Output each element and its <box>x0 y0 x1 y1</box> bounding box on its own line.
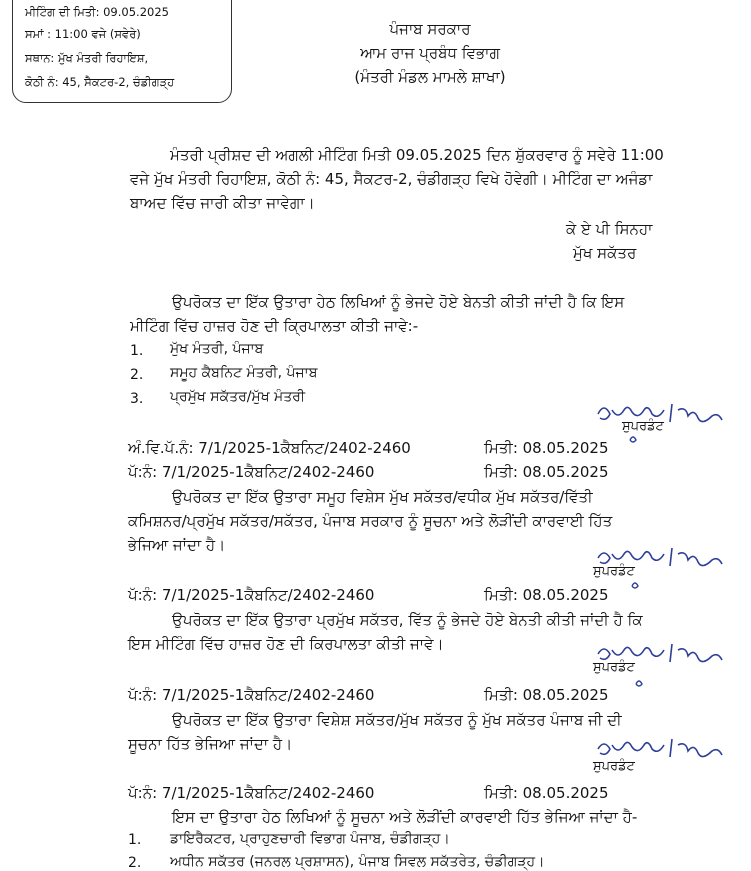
copy5-item-text: ਅਧੀਨ ਸਕੱਤਰ (ਜਨਰਲ ਪ੍ਰਸ਼ਾਸਨ), ਪੰਜਾਬ ਸਿਵਲ ਸਕੱਤਰੇਤ, ਚੰਡੀਗੜ੍ਹ। <box>170 854 545 870</box>
header-government: ਪੰਜਾਬ ਸਰਕਾਰ <box>389 20 471 38</box>
intro-line-3: ਬਾਅਦ ਵਿੱਚ ਜਾਰੀ ਕੀਤਾ ਜਾਵੇਗਾ। <box>130 194 315 212</box>
header-branch: (ਮੰਤਰੀ ਮੰਡਲ ਮਾਮਲੇ ਸ਼ਾਖਾ) <box>354 68 506 86</box>
chief-secretary-title: ਮੁੱਖ ਸਕੱਤਰ <box>573 244 637 262</box>
ref-number: ਪੱ:ਨੰ: 7/1/2025-1ਕੈਬਨਿਟ/2402-2460 <box>128 463 375 481</box>
meeting-venue-address: ਕੋਠੀ ਨੰ: 45, ਸੈਕਟਰ-2, ਚੰਡੀਗੜ੍ਹ <box>25 75 175 89</box>
header-department: ਆਮ ਰਾਜ ਪ੍ਰਬੰਧ ਵਿਭਾਗ <box>360 44 500 62</box>
copy2-line-1: ਉਪਰੋਕਤ ਦਾ ਇੱਕ ਉਤਾਰਾ ਸਮੂਹ ਵਿਸ਼ੇਸ ਮੁੱਖ ਸਕੱਤਰ/ਵਧੀਕ ਮੁੱਖ ਸਕੱਤਰ/ਵਿੱਤੀ <box>172 488 593 506</box>
copy5-item-num: 1. <box>128 832 142 848</box>
copy1-item-num: 1. <box>130 343 144 359</box>
ref-number: ਅੰ.ਵਿ.ਪੱ.ਨੰ: 7/1/2025-1ਕੈਬਨਿਟ/2402-2460 <box>128 439 411 457</box>
copy3-line-2: ਇਸ ਮੀਟਿੰਗ ਵਿੱਚ ਹਾਜ਼ਰ ਹੋਣ ਦੀ ਕਿਰਪਾਲਤਾ ਕੀਤੀ ਜਾਵੇ। <box>128 635 444 653</box>
ref-date: ਮਿਤੀ: 08.05.2025 <box>484 686 609 704</box>
ref-date: ਮਿਤੀ: 08.05.2025 <box>484 784 609 802</box>
copy1-item-num: 2. <box>130 367 144 383</box>
copy1-item-text: ਮੁੱਖ ਮੰਤਰੀ, ਪੰਜਾਬ <box>170 341 264 357</box>
ref-number: ਪੱ:ਨੰ: 7/1/2025-1ਕੈਬਨਿਟ/2402-2460 <box>128 686 375 704</box>
superintendent-label: ਸੁਪਰਡੰਟ <box>593 660 635 675</box>
copy3-line-1: ਉਪਰੋਕਤ ਦਾ ਇੱਕ ਉਤਾਰਾ ਪ੍ਰਮੁੱਖ ਸਕੱਤਰ, ਵਿੱਤ ਨੂੰ ਭੇਜਦੇ ਹੋਏ ਬੇਨਤੀ ਕੀਤੀ ਜਾਂਦੀ ਹੈ ਕਿ <box>172 611 643 629</box>
meeting-info-box <box>12 0 232 103</box>
copy1-line-2: ਮੀਟਿੰਗ ਵਿੱਚ ਹਾਜ਼ਰ ਹੋਣ ਦੀ ਕ੍ਰਿਪਾਲਤਾ ਕੀਤੀ ਜਾਵੇ:- <box>130 317 419 335</box>
ref-date: ਮਿਤੀ: 08.05.2025 <box>484 586 609 604</box>
copy4-line-1: ਉਪਰੋਕਤ ਦਾ ਇੱਕ ਉਤਾਰਾ ਵਿਸ਼ੇਸ਼ ਸਕੱਤਰ/ਮੁੱਖ ਸਕੱਤਰ ਨੂੰ ਮੁੱਖ ਸਕੱਤਰ ਪੰਜਾਬ ਜੀ ਦੀ <box>172 711 622 729</box>
superintendent-label: ਸੁਪਰਡੰਟ <box>622 419 664 434</box>
meeting-time: ਸਮਾਂ : 11:00 ਵਜੇ (ਸਵੇਰੇ) <box>25 27 141 41</box>
chief-secretary-name: ਕੇ ਏ ਪੀ ਸਿਨਹਾ <box>566 220 653 238</box>
copy4-line-2: ਸੂਚਨਾ ਹਿੱਤ ਭੇਜਿਆ ਜਾਂਦਾ ਹੈ। <box>128 735 293 753</box>
copy1-item-text: ਸਮੂਹ ਕੈਬਨਿਟ ਮੰਤਰੀ, ਪੰਜਾਬ <box>170 365 318 381</box>
ref-number: ਪੱ:ਨੰ: 7/1/2025-1ਕੈਬਨਿਟ/2402-2460 <box>128 586 375 604</box>
superintendent-signature <box>592 396 742 446</box>
copy5-item-num: 2. <box>128 855 142 871</box>
copy2-line-3: ਭੇਜਿਆ ਜਾਂਦਾ ਹੈ। <box>128 536 226 554</box>
meeting-date: ਮੀਟਿੰਗ ਦੀ ਮਿਤੀ: 09.05.2025 <box>25 5 169 19</box>
ref-number: ਪੱ:ਨੰ: 7/1/2025-1ਕੈਬਨਿਟ/2402-2460 <box>128 784 375 802</box>
superintendent-label: ਸੁਪਰਡੰਟ <box>593 564 635 579</box>
intro-line-2: ਵਜੇ ਮੁੱਖ ਮੰਤਰੀ ਰਿਹਾਇਸ਼, ਕੋਠੀ ਨੰ: 45, ਸੈਕਟਰ-2, ਚੰਡੀਗੜ੍ਹ ਵਿਖੇ ਹੋਵੇਗੀ। ਮੀਟਿੰਗ ਦਾ ਅਜੰਡਾ <box>130 170 653 188</box>
ref-date: ਮਿਤੀ: 08.05.2025 <box>484 463 609 481</box>
copy5-item-text: ਡਾਇਰੈਕਟਰ, ਪ੍ਰਾਹੁਣਚਾਰੀ ਵਿਭਾਗ ਪੰਜਾਬ, ਚੰਡੀਗੜ੍ਹ। <box>170 831 450 847</box>
intro-line-1: ਮੰਤਰੀ ਪ੍ਰੀਸ਼ਦ ਦੀ ਅਗਲੀ ਮੀਟਿੰਗ ਮਿਤੀ 09.05.2025 ਦਿਨ ਸ਼ੁੱਕਰਵਾਰ ਨੂੰ ਸਵੇਰੇ 11:00 <box>170 146 664 164</box>
ref-date: ਮਿਤੀ: 08.05.2025 <box>484 439 609 457</box>
superintendent-label: ਸੁਪਰਡੰਟ <box>593 759 635 774</box>
copy1-item-num: 3. <box>130 391 144 407</box>
meeting-venue: ਸਥਾਨ: ਮੁੱਖ ਮੰਤਰੀ ਰਿਹਾਇਸ਼, <box>25 51 149 65</box>
copy5-line-1: ਇਸ ਦਾ ਉਤਾਰਾ ਹੇਠ ਲਿਖਿਆਂ ਨੂੰ ਸੂਚਨਾ ਅਤੇ ਲੋੜੀਂਦੀ ਕਾਰਵਾਈ ਹਿੱਤ ਭੇਜਿਆ ਜਾਂਦਾ ਹੈ- <box>172 808 638 826</box>
copy1-line-1: ਉਪਰੋਕਤ ਦਾ ਇੱਕ ਉਤਾਰਾ ਹੇਠ ਲਿਖਿਆਂ ਨੂੰ ਭੇਜਦੇ ਹੋਏ ਬੇਨਤੀ ਕੀਤੀ ਜਾਂਦੀ ਹੈ ਕਿ ਇਸ <box>172 293 625 311</box>
copy1-item-text: ਪ੍ਰਮੁੱਖ ਸਕੱਤਰ/ਮੁੱਖ ਮੰਤਰੀ <box>170 389 306 405</box>
copy2-line-2: ਕਮਿਸ਼ਨਰ/ਪ੍ਰਮੁੱਖ ਸਕੱਤਰ/ਸਕੱਤਰ, ਪੰਜਾਬ ਸਰਕਾਰ ਨੂੰ ਸੂਚਨਾ ਅਤੇ ਲੋੜੀਂਦੀ ਕਾਰਵਾਈ ਹਿੱਤ <box>128 512 613 530</box>
